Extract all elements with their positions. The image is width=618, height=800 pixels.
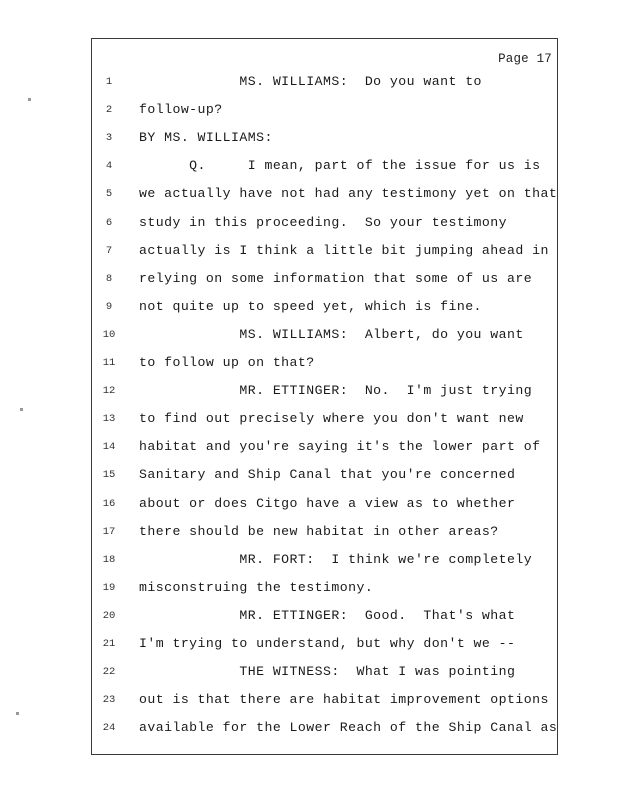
line-number: 15 — [102, 469, 116, 482]
line-number: 17 — [102, 525, 116, 538]
line-number: 13 — [102, 413, 116, 426]
line-number: 24 — [102, 722, 116, 735]
transcript-line: I'm trying to understand, but why don't we -- — [139, 636, 516, 651]
transcript-line: to follow up on that? — [139, 355, 315, 370]
line-number: 18 — [102, 553, 116, 566]
line-number: 16 — [102, 497, 116, 510]
transcript-line: MR. ETTINGER: No. I'm just trying — [139, 383, 533, 399]
transcript-line: MS. WILLIAMS: Do you want to — [139, 74, 482, 89]
transcript-line: available for the Lower Reach of the Ship Canal as — [139, 720, 558, 736]
scan-speck — [28, 98, 31, 101]
line-number: 5 — [105, 188, 113, 201]
transcript-line: actually is I think a little bit jumping ahead in — [139, 242, 549, 258]
line-number: 4 — [105, 160, 113, 173]
transcript-line: Q. I mean, part of the issue for us is — [139, 158, 541, 174]
transcript-line: not quite up to speed yet, which is fine. — [139, 298, 482, 314]
transcript-line: there should be new habitat in other areas? — [139, 523, 499, 539]
transcript-line: THE WITNESS: What I was pointing — [139, 664, 516, 680]
line-number: 2 — [105, 104, 113, 117]
transcript-line: relying on some information that some of us are — [139, 270, 533, 286]
transcript-line: misconstruing the testimony. — [139, 579, 374, 595]
line-number: 6 — [105, 216, 113, 229]
line-number: 3 — [105, 132, 113, 145]
transcript-line: about or does Citgo have a view as to whether — [139, 495, 516, 511]
line-number: 14 — [102, 441, 116, 454]
line-number: 22 — [102, 666, 116, 679]
transcript-line: MR. ETTINGER: Good. That's what — [139, 607, 516, 623]
transcript-line: habitat and you're saying it's the lower part of — [139, 439, 541, 455]
line-number: 7 — [105, 244, 113, 257]
line-number: 11 — [102, 357, 116, 369]
scan-speck — [20, 408, 23, 411]
transcript-line: follow-up? — [139, 102, 223, 118]
transcript-line: out is that there are habitat improvement options — [139, 692, 549, 708]
line-number: 10 — [102, 328, 116, 341]
line-number: 20 — [102, 609, 116, 622]
line-number: 23 — [102, 694, 116, 707]
transcript-line: study in this proceeding. So your testimony — [139, 214, 508, 230]
scan-speck — [16, 712, 19, 715]
transcript-line: BY MS. WILLIAMS: — [139, 130, 273, 146]
line-number: 12 — [102, 385, 116, 398]
line-number: 21 — [102, 638, 116, 650]
transcript-line: MS. WILLIAMS: Albert, do you want — [139, 326, 524, 342]
line-number: 8 — [105, 272, 113, 285]
transcript-line: we actually have not had any testimony yet on that — [139, 186, 558, 202]
line-number: 9 — [105, 300, 113, 313]
transcript-line: MR. FORT: I think we're completely — [139, 551, 533, 567]
line-number: 19 — [102, 581, 116, 594]
transcript-line: to find out precisely where you don't want new — [139, 411, 524, 427]
page-number: Page 17 — [498, 52, 552, 66]
transcript-line: Sanitary and Ship Canal that you're concerned — [139, 467, 516, 483]
line-number: 1 — [105, 76, 113, 88]
